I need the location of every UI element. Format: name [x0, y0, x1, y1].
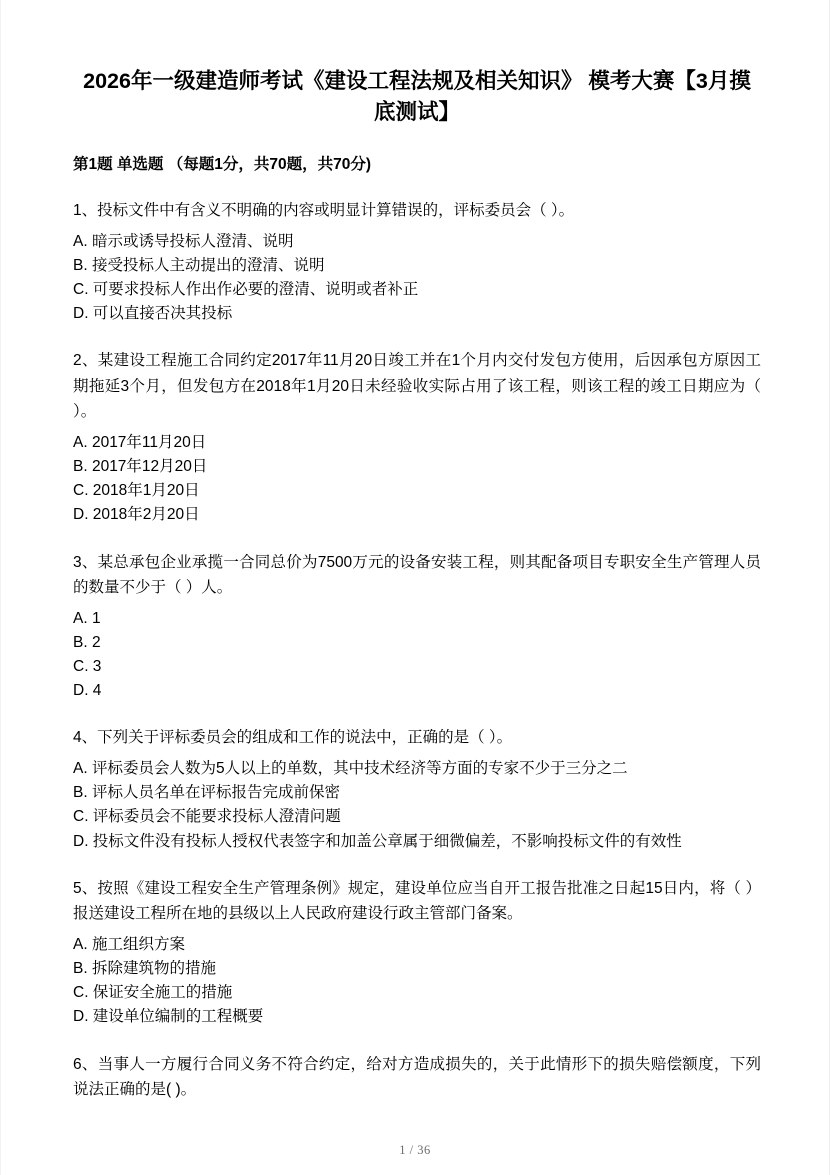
option-item[interactable]: A. 2017年11月20日 [73, 433, 207, 451]
section-header: 第1题 单选题 （每题1分，共70题，共70分) [73, 156, 371, 173]
option-item[interactable]: D. 2018年2月20日 [73, 506, 200, 524]
document-content [73, 66, 761, 1125]
question-options [73, 431, 761, 528]
question-options [73, 230, 761, 327]
option-item[interactable]: B. 2 [73, 633, 101, 651]
option-item[interactable]: C. 评标委员会不能要求投标人澄清问题 [73, 808, 341, 826]
question-options [73, 607, 761, 704]
option-item[interactable]: D. 可以直接否决其投标 [73, 305, 233, 323]
question-block [73, 550, 761, 704]
page-footer: 1 / 36 [399, 1143, 431, 1157]
question-block [73, 348, 761, 527]
option-item[interactable]: A. 施工组织方案 [73, 935, 185, 953]
question-stem: 5、按照《建设工程安全生产管理条例》规定，建设单位应当自开工报告批准之日起15日内，将（ ）报送建设工程所在地的县级以上人民政府建设行政主管部门备案。 [73, 879, 761, 923]
option-item[interactable]: C. 2018年1月20日 [73, 482, 200, 500]
question-block [73, 1052, 761, 1103]
option-item[interactable]: B. 拆除建筑物的措施 [73, 959, 216, 977]
option-item[interactable]: A. 1 [73, 609, 101, 627]
question-block [73, 725, 761, 853]
option-item[interactable]: A. 暗示或诱导投标人澄清、说明 [73, 232, 294, 250]
question-options [73, 757, 761, 854]
question-options [73, 933, 761, 1030]
page-title: 2026年一级建造师考试《建设工程法规及相关知识》 模考大赛【3月摸底测试】 [83, 69, 751, 124]
question-block [73, 198, 761, 326]
option-item[interactable]: B. 接受投标人主动提出的澄清、说明 [73, 256, 325, 274]
question-stem: 1、投标文件中有含义不明确的内容或明显计算错误的，评标委员会（ ）。 [73, 202, 575, 219]
option-item[interactable]: D. 投标文件没有投标人授权代表签字和加盖公章属于细微偏差，不影响投标文件的有效性 [73, 832, 682, 850]
option-item[interactable]: B. 评标人员名单在评标报告完成前保密 [73, 784, 340, 802]
question-stem: 4、下列关于评标委员会的组成和工作的说法中，正确的是（ ）。 [73, 729, 513, 747]
option-item[interactable]: C. 保证安全施工的措施 [73, 984, 233, 1002]
option-item[interactable]: A. 评标委员会人数为5人以上的单数，其中技术经济等方面的专家不少于三分之二 [73, 759, 628, 777]
option-item[interactable]: B. 2017年12月20日 [73, 458, 208, 476]
option-item[interactable]: D. 建设单位编制的工程概要 [73, 1008, 264, 1026]
option-item[interactable]: C. 可要求投标人作出作必要的澄清、说明或者补正 [73, 280, 419, 298]
question-stem: 3、某总承包企业承揽一合同总价为7500万元的设备安装工程，则其配备项目专职安全生产管理人员的数量不少于（ ）人。 [73, 553, 761, 597]
question-stem: 6、当事人一方履行合同义务不符合约定，给对方造成损失的，关于此情形下的损失赔偿额度，下列说法正确的是( )。 [73, 1055, 761, 1099]
question-stem: 2、某建设工程施工合同约定2017年11月20日竣工并在1个月内交付发包方使用，后因承包方原因工期拖延3个月，但发包方在2018年1月20日未经验收实际占用了该工程，则该工程的竣工日期应为（ ）。 [73, 352, 761, 421]
option-item[interactable]: D. 4 [73, 682, 102, 700]
option-item[interactable]: C. 3 [73, 658, 102, 676]
question-block [73, 876, 761, 1030]
